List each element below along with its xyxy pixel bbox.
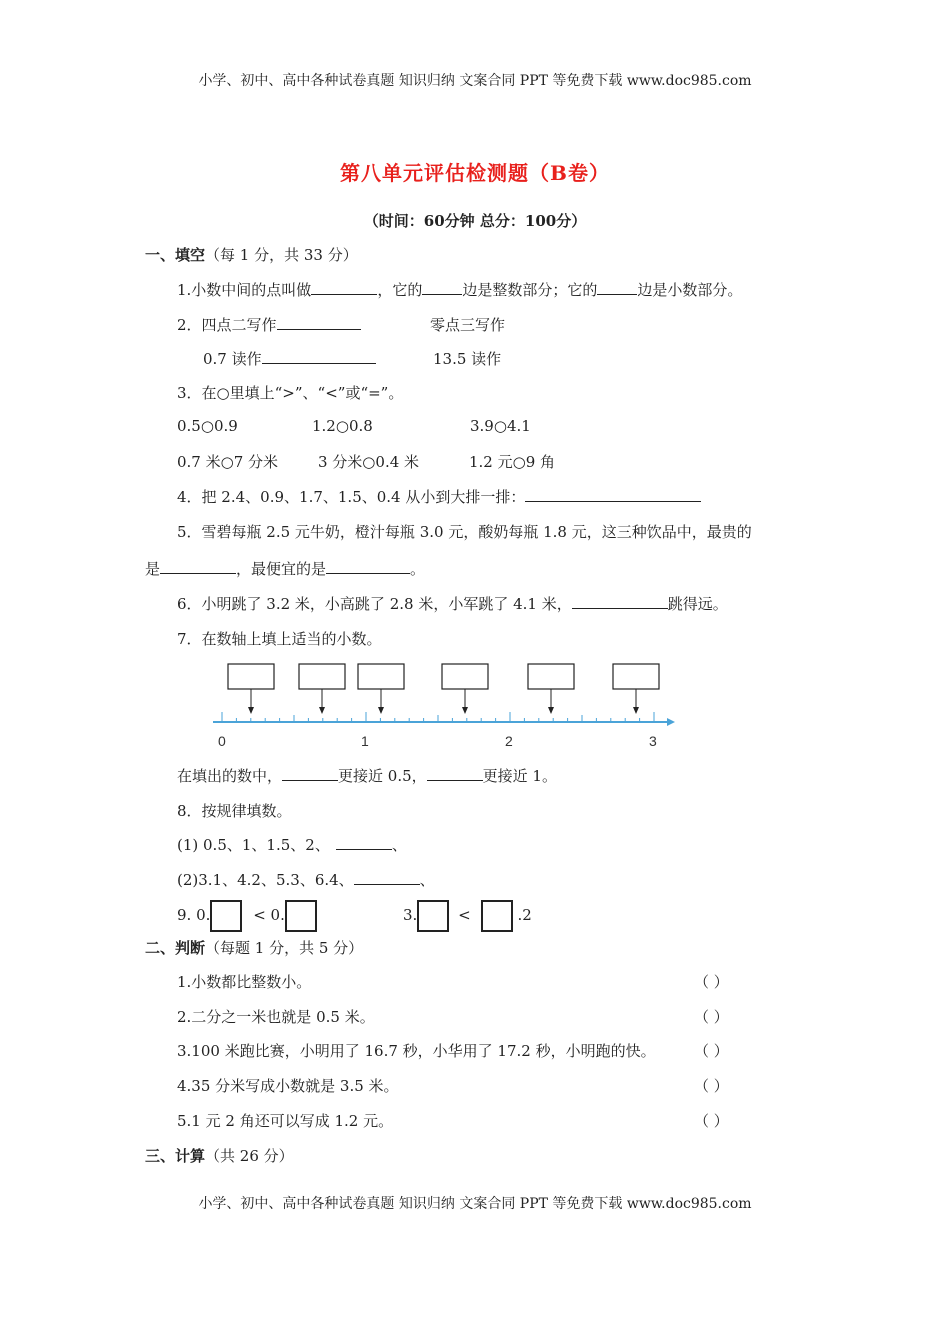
question-2-line-2: 0.7 读作	[203, 348, 376, 369]
axis-arrow-icon	[667, 718, 675, 726]
question-9b: 3. < .2	[403, 897, 532, 933]
answer-blank[interactable]	[422, 280, 462, 295]
tick-label: 1	[361, 733, 369, 749]
compare-item: 0.5○0.9	[177, 417, 238, 435]
answer-blank[interactable]	[160, 559, 236, 574]
question-8-part-2: (2)3.1、4.2、5.3、6.4、 、	[177, 871, 435, 889]
answer-blank[interactable]	[262, 349, 376, 364]
answer-blank[interactable]	[326, 559, 410, 574]
question-9: 9. 0. < 0.	[177, 897, 317, 933]
question-2-line-2b: 13.5 读作	[433, 350, 502, 368]
question-7: 7．在数轴上填上适当的小数。	[177, 630, 382, 648]
answer-box[interactable]	[358, 664, 404, 689]
question-2-line-1: 2．四点二写作	[177, 314, 361, 335]
judge-item: 5.1 元 2 角还可以写成 1.2 元。	[177, 1112, 394, 1130]
question-8: 8．按规律填数。	[177, 802, 292, 820]
answer-blank[interactable]	[282, 766, 338, 781]
question-5-line-2: 是 ，最便宜的是 。	[145, 560, 426, 578]
section-fill-blank	[145, 244, 358, 265]
section-title: 一、填空	[145, 246, 206, 264]
page-header: 小学、初中、高中各种试卷真题 知识归纳 文案合同 PPT 等免费下载 www.doc985.com	[198, 73, 752, 89]
section-note: （共 26 分）	[205, 1147, 294, 1165]
tick-label: 2	[505, 733, 513, 749]
answer-box[interactable]	[417, 900, 449, 932]
judge-answer[interactable]: （ ）	[694, 1077, 729, 1095]
judge-item: 2.二分之一米也就是 0.5 米。	[177, 1008, 375, 1026]
question-5-line-1: 5．雪碧每瓶 2.5 元牛奶，橙汁每瓶 3.0 元，酸奶每瓶 1.8 元，这三种饮品中，最贵的	[177, 523, 752, 541]
answer-box[interactable]	[285, 900, 317, 932]
judge-answer[interactable]: （ ）	[694, 1042, 729, 1060]
answer-blank[interactable]	[336, 835, 392, 850]
compare-item: 1.2 元○9 角	[469, 453, 556, 471]
compare-item: 0.7 米○7 分米	[177, 453, 279, 471]
arrow-icon	[248, 707, 639, 714]
judge-answer[interactable]: （ ）	[694, 1008, 729, 1026]
page-title: 第八单元评估检测题（B卷）	[340, 161, 610, 185]
answer-box[interactable]	[228, 664, 274, 689]
answer-blank[interactable]	[597, 280, 637, 295]
answer-box[interactable]	[528, 664, 574, 689]
section-judge	[145, 937, 363, 958]
tick-label: 3	[649, 733, 657, 749]
question-3: 3．在○里填上“>”、“<”或“=”。	[177, 384, 404, 402]
question-1: 1.小数中间的点叫做 ，它的 边是整数部分；它的 边是小数部分。	[177, 281, 743, 299]
judge-item: 4.35 分米写成小数就是 3.5 米。	[177, 1077, 399, 1095]
answer-blank[interactable]	[277, 315, 361, 330]
question-2-line-1b: 零点三写作	[430, 316, 506, 334]
compare-item: 1.2○0.8	[312, 417, 373, 435]
answer-box[interactable]	[481, 900, 513, 932]
answer-box[interactable]	[442, 664, 488, 689]
judge-item: 1.小数都比整数小。	[177, 973, 312, 991]
section-note: （每 1 分，共 33 分）	[205, 246, 358, 264]
section-note: （每题 1 分，共 5 分）	[205, 939, 364, 957]
answer-blank[interactable]	[427, 766, 483, 781]
question-7-follow: 在填出的数中， 更接近 0.5， 更接近 1。	[177, 767, 557, 785]
page-footer: 小学、初中、高中各种试卷真题 知识归纳 文案合同 PPT 等免费下载 www.doc985.com	[198, 1196, 752, 1212]
answer-blank[interactable]	[525, 487, 701, 502]
tick-label: 0	[218, 733, 226, 749]
axis-ticks	[222, 712, 654, 722]
judge-answer[interactable]: （ ）	[694, 973, 729, 991]
answer-blank[interactable]	[311, 280, 377, 295]
answer-box[interactable]	[299, 664, 345, 689]
number-line-figure	[205, 660, 685, 752]
compare-item: 3 分米○0.4 米	[318, 453, 420, 471]
section-calc	[145, 1145, 294, 1166]
question-4: 4．把 2.4、0.9、1.7、1.5、0.4 从小到大排一排：	[177, 486, 701, 507]
answer-box[interactable]	[210, 900, 242, 932]
question-6: 6．小明跳了 3.2 米，小高跳了 2.8 米，小军跳了 4.1 米， 跳得远。	[177, 595, 728, 613]
answer-blank[interactable]	[572, 594, 668, 609]
judge-answer[interactable]: （ ）	[694, 1112, 729, 1130]
section-title: 三、计算	[145, 1147, 206, 1165]
answer-blank[interactable]	[354, 870, 420, 885]
exam-info: （时间：60分钟 总分：100分）	[363, 212, 587, 230]
judge-item: 3.100 米跑比赛，小明用了 16.7 秒，小华用了 17.2 秒，小明跑的快。	[177, 1042, 656, 1060]
compare-item: 3.9○4.1	[470, 417, 531, 435]
answer-box[interactable]	[613, 664, 659, 689]
section-title: 二、判断	[145, 939, 206, 957]
question-8-part-1: (1) 0.5、1、1.5、2、 、	[177, 836, 407, 854]
